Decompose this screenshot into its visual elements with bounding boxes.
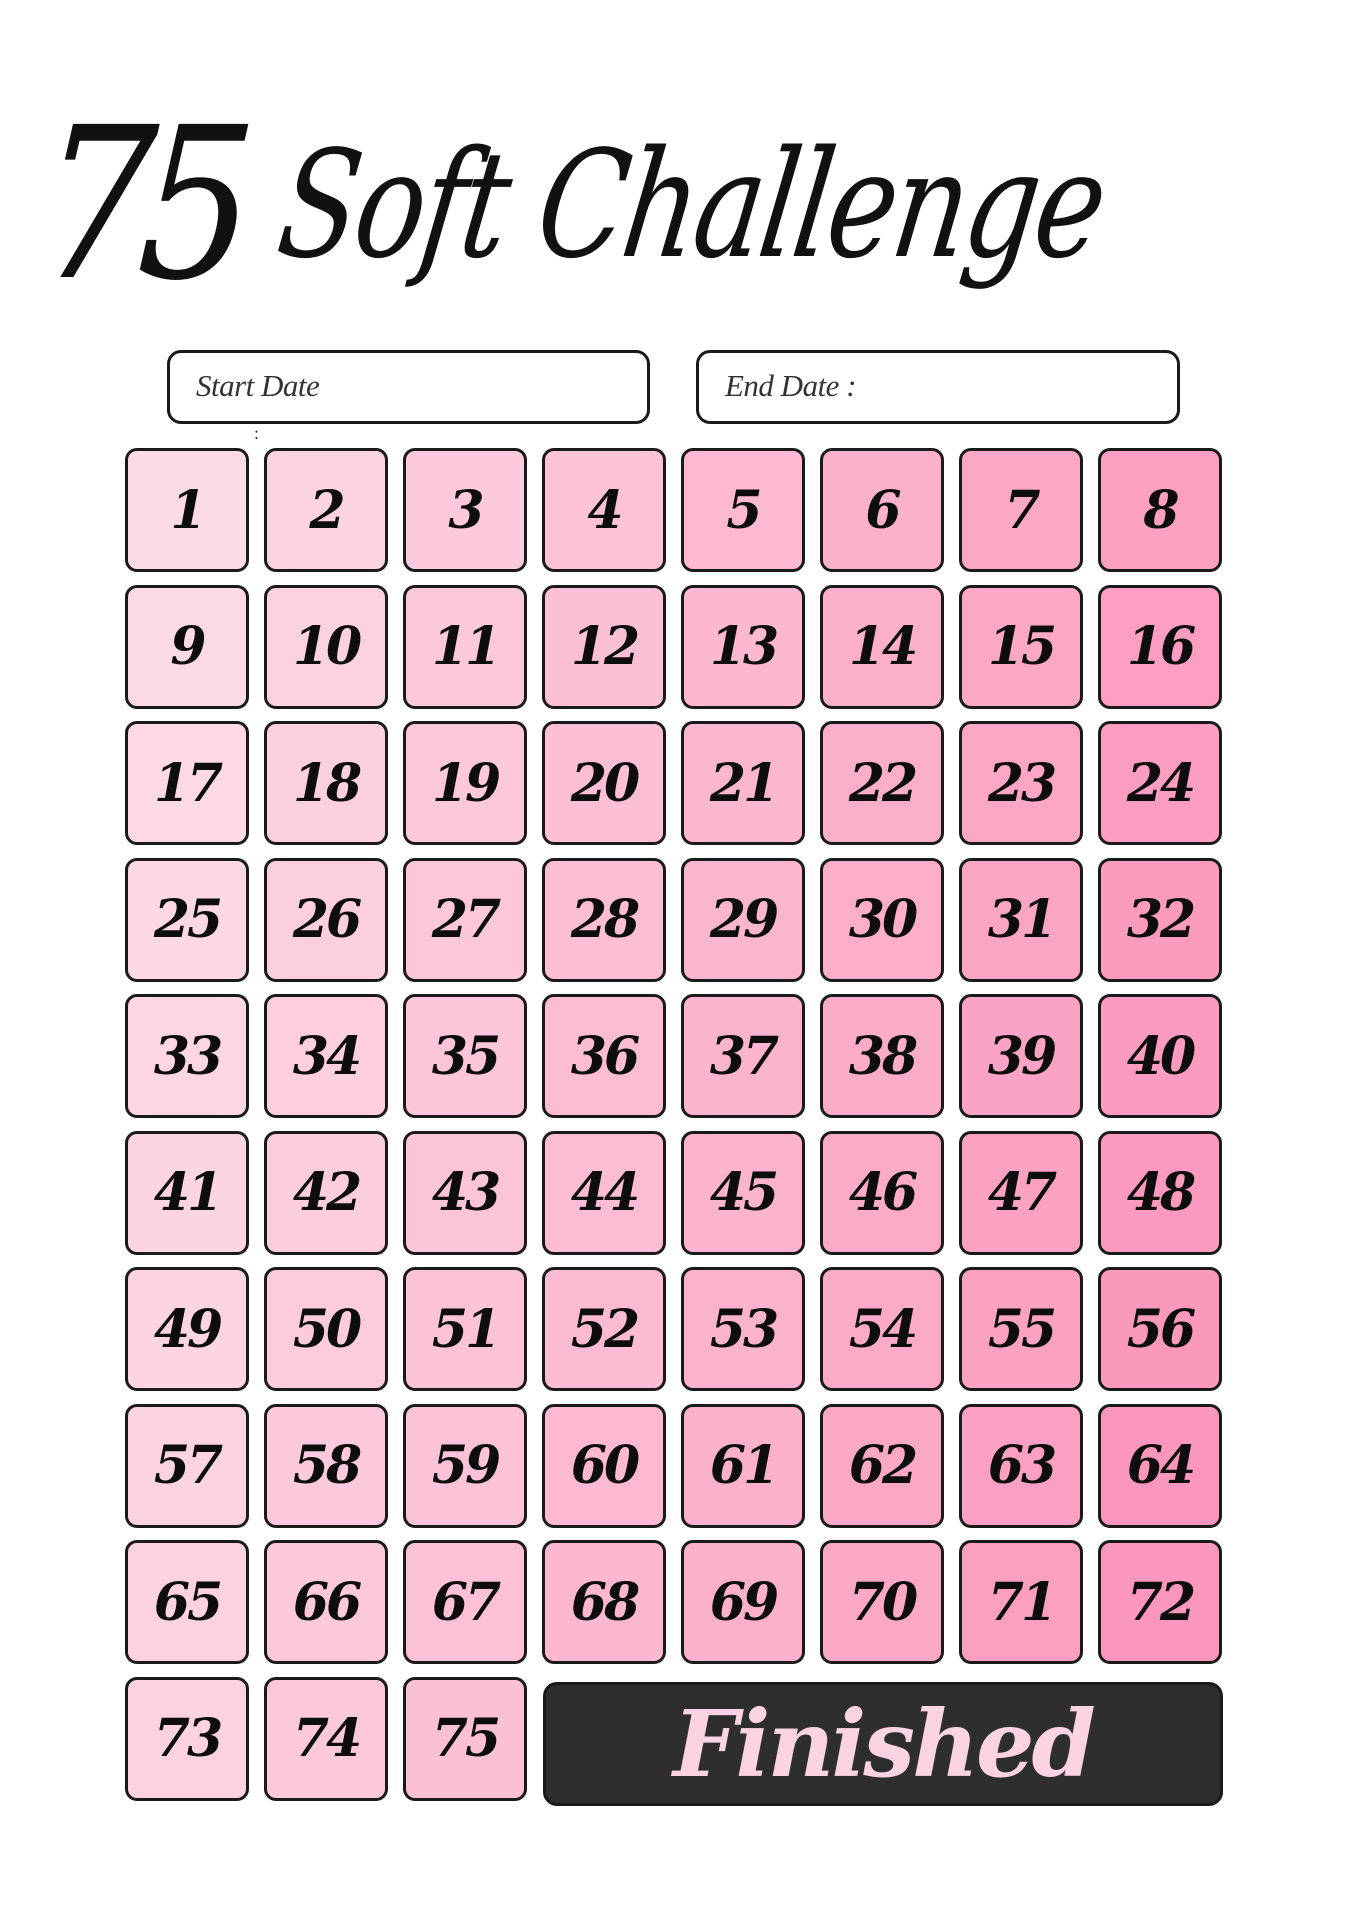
day-box-33[interactable]: 33	[125, 994, 249, 1118]
day-box-5[interactable]: 5	[681, 448, 805, 572]
day-box-63[interactable]: 63	[959, 1404, 1083, 1528]
day-box-11[interactable]: 11	[403, 585, 527, 709]
day-box-30[interactable]: 30	[820, 858, 944, 982]
title-text: Soft Challenge	[269, 119, 1114, 291]
day-box-72[interactable]: 72	[1098, 1540, 1222, 1664]
day-box-56[interactable]: 56	[1098, 1267, 1222, 1391]
day-box-25[interactable]: 25	[125, 858, 249, 982]
day-box-49[interactable]: 49	[125, 1267, 249, 1391]
day-box-54[interactable]: 54	[820, 1267, 944, 1391]
day-box-45[interactable]: 45	[681, 1131, 805, 1255]
day-box-32[interactable]: 32	[1098, 858, 1222, 982]
day-box-64[interactable]: 64	[1098, 1404, 1222, 1528]
day-box-23[interactable]: 23	[959, 721, 1083, 845]
day-box-10[interactable]: 10	[264, 585, 388, 709]
day-box-6[interactable]: 6	[820, 448, 944, 572]
day-box-20[interactable]: 20	[542, 721, 666, 845]
day-box-26[interactable]: 26	[264, 858, 388, 982]
day-box-53[interactable]: 53	[681, 1267, 805, 1391]
day-box-14[interactable]: 14	[820, 585, 944, 709]
day-box-41[interactable]: 41	[125, 1131, 249, 1255]
day-box-52[interactable]: 52	[542, 1267, 666, 1391]
day-box-34[interactable]: 34	[264, 994, 388, 1118]
end-date-label: End Date :	[725, 368, 857, 403]
day-box-74[interactable]: 74	[264, 1677, 388, 1801]
start-date-label: Start Date	[196, 368, 320, 403]
day-box-59[interactable]: 59	[403, 1404, 527, 1528]
day-box-15[interactable]: 15	[959, 585, 1083, 709]
day-box-38[interactable]: 38	[820, 994, 944, 1118]
day-box-39[interactable]: 39	[959, 994, 1083, 1118]
day-box-51[interactable]: 51	[403, 1267, 527, 1391]
day-box-44[interactable]: 44	[542, 1131, 666, 1255]
day-box-19[interactable]: 19	[403, 721, 527, 845]
day-box-13[interactable]: 13	[681, 585, 805, 709]
day-box-8[interactable]: 8	[1098, 448, 1222, 572]
day-box-66[interactable]: 66	[264, 1540, 388, 1664]
day-box-36[interactable]: 36	[542, 994, 666, 1118]
start-date-field[interactable]	[167, 350, 650, 424]
day-box-7[interactable]: 7	[959, 448, 1083, 572]
day-box-29[interactable]: 29	[681, 858, 805, 982]
day-box-71[interactable]: 71	[959, 1540, 1083, 1664]
day-box-42[interactable]: 42	[264, 1131, 388, 1255]
day-box-46[interactable]: 46	[820, 1131, 944, 1255]
day-box-3[interactable]: 3	[403, 448, 527, 572]
day-box-9[interactable]: 9	[125, 585, 249, 709]
day-box-22[interactable]: 22	[820, 721, 944, 845]
day-box-12[interactable]: 12	[542, 585, 666, 709]
day-box-75[interactable]: 75	[403, 1677, 527, 1801]
day-box-35[interactable]: 35	[403, 994, 527, 1118]
title-number: 75	[32, 82, 247, 327]
page-title	[0, 70, 1357, 340]
day-box-37[interactable]: 37	[681, 994, 805, 1118]
day-box-50[interactable]: 50	[264, 1267, 388, 1391]
day-box-69[interactable]: 69	[681, 1540, 805, 1664]
day-box-28[interactable]: 28	[542, 858, 666, 982]
day-box-4[interactable]: 4	[542, 448, 666, 572]
day-box-1[interactable]: 1	[125, 448, 249, 572]
day-box-55[interactable]: 55	[959, 1267, 1083, 1391]
day-box-60[interactable]: 60	[542, 1404, 666, 1528]
day-box-61[interactable]: 61	[681, 1404, 805, 1528]
start-date-colon: :	[254, 423, 260, 443]
day-box-21[interactable]: 21	[681, 721, 805, 845]
day-box-68[interactable]: 68	[542, 1540, 666, 1664]
day-box-18[interactable]: 18	[264, 721, 388, 845]
day-box-70[interactable]: 70	[820, 1540, 944, 1664]
day-box-43[interactable]: 43	[403, 1131, 527, 1255]
day-box-40[interactable]: 40	[1098, 994, 1222, 1118]
day-box-62[interactable]: 62	[820, 1404, 944, 1528]
end-date-field[interactable]	[696, 350, 1180, 424]
day-box-24[interactable]: 24	[1098, 721, 1222, 845]
finished-button[interactable]: Finished	[543, 1682, 1223, 1806]
day-box-2[interactable]: 2	[264, 448, 388, 572]
day-box-57[interactable]: 57	[125, 1404, 249, 1528]
day-box-58[interactable]: 58	[264, 1404, 388, 1528]
day-box-31[interactable]: 31	[959, 858, 1083, 982]
day-box-27[interactable]: 27	[403, 858, 527, 982]
day-box-47[interactable]: 47	[959, 1131, 1083, 1255]
day-box-65[interactable]: 65	[125, 1540, 249, 1664]
day-box-73[interactable]: 73	[125, 1677, 249, 1801]
day-box-67[interactable]: 67	[403, 1540, 527, 1664]
day-box-16[interactable]: 16	[1098, 585, 1222, 709]
day-box-17[interactable]: 17	[125, 721, 249, 845]
day-box-48[interactable]: 48	[1098, 1131, 1222, 1255]
